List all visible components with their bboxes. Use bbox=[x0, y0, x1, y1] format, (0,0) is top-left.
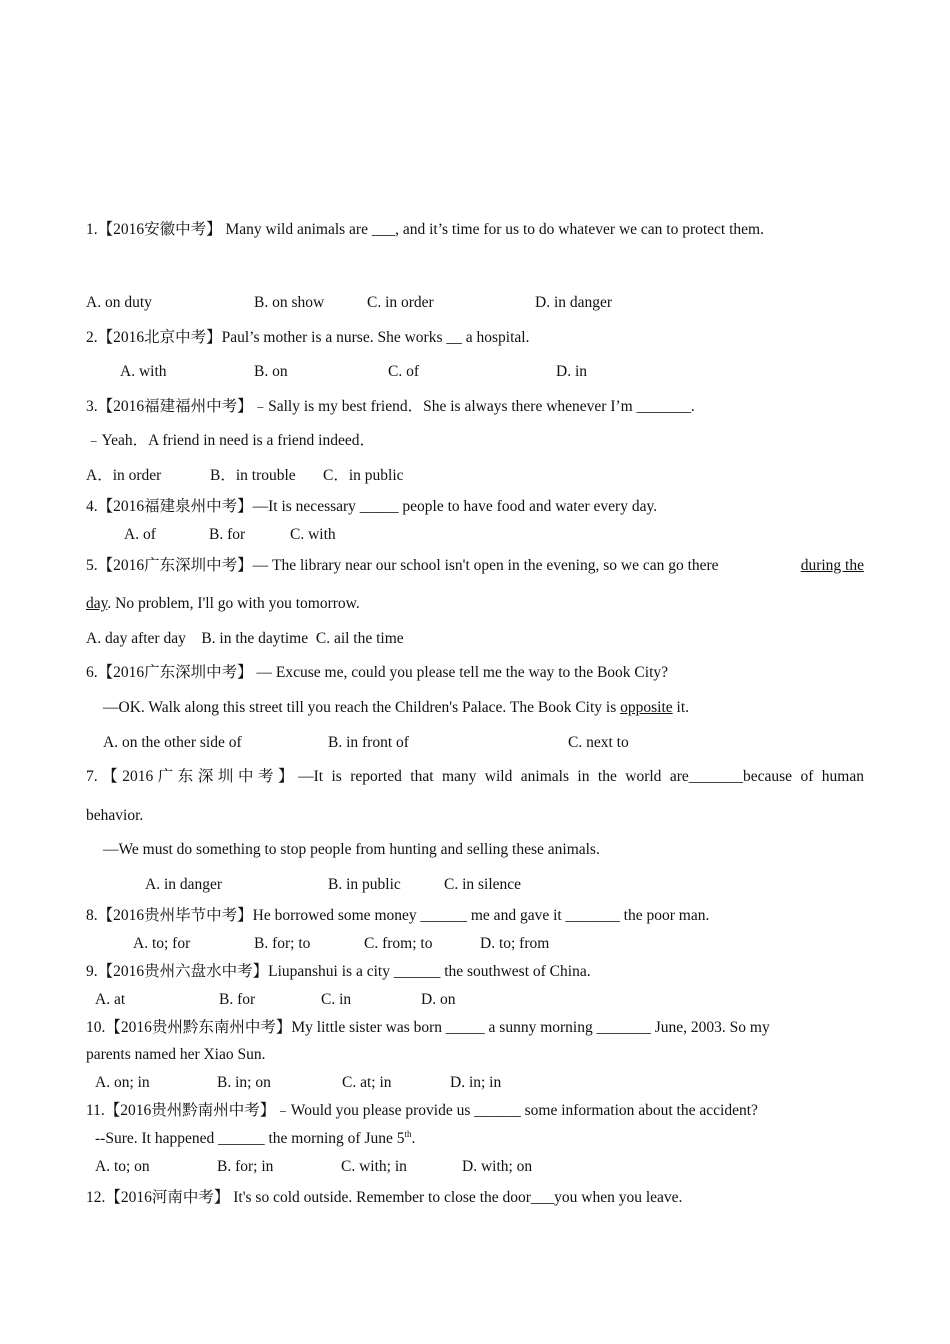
option-c: C. in bbox=[321, 991, 352, 1008]
question-8-stem: 8.【2016贵州毕节中考】He borrowed some money ______ me and gave it _______ the poor man. bbox=[86, 907, 710, 924]
question-7-stem: 7.【2016广东深圳中考】—It is reported that many wild animals in the world are_______because of human bbox=[86, 768, 864, 785]
option-b: B．in trouble bbox=[210, 467, 296, 484]
question-7-stem-continued: behavior. bbox=[86, 807, 144, 824]
ordinal-suffix: th bbox=[404, 1128, 412, 1139]
option-c: C. of bbox=[388, 363, 419, 380]
option-c: C. with; in bbox=[341, 1158, 407, 1175]
question-6-reply-text: —OK. Walk along this street till you reach the Children's Palace. The Book City is bbox=[103, 699, 617, 716]
option-a: A. in danger bbox=[145, 876, 223, 893]
option-b: B. on show bbox=[254, 294, 325, 311]
question-11-reply-text: --Sure. It happened ______ the morning of June 5 bbox=[95, 1130, 405, 1147]
question-11-reply-end: . bbox=[411, 1130, 416, 1147]
option-b: B. for; in bbox=[217, 1158, 274, 1175]
option-c: C. in silence bbox=[444, 876, 522, 893]
question-6-reply bbox=[103, 698, 689, 718]
option-d: D. to; from bbox=[480, 935, 550, 952]
option-a: A. of bbox=[124, 526, 156, 543]
option-a: A. with bbox=[120, 363, 167, 380]
question-5-reply: . No problem, I'll go with you tomorrow. bbox=[107, 595, 360, 612]
option-a: A. to; on bbox=[95, 1158, 150, 1175]
option-c: C. at; in bbox=[342, 1074, 392, 1091]
option-d: D. on bbox=[421, 991, 456, 1008]
question-5-stem-text: 5.【2016广东深圳中考】— The library near our school isn't open in the evening, so we can go there bbox=[86, 557, 719, 574]
option-c: C. from; to bbox=[364, 935, 433, 952]
question-7-reply: —We must do something to stop people from hunting and selling these animals. bbox=[103, 841, 600, 858]
question-1-stem: 1.【2016安徽中考】 Many wild animals are ___, and it’s time for us to do whatever we can to protect them. bbox=[86, 221, 764, 238]
option-a: A. at bbox=[95, 991, 126, 1008]
option-d: D. in bbox=[556, 363, 587, 380]
option-a: A. to; for bbox=[133, 935, 191, 952]
option-a: A. on; in bbox=[95, 1074, 150, 1091]
option-b: B. in front of bbox=[328, 734, 409, 751]
question-11-reply bbox=[95, 1129, 415, 1149]
option-b: B. in public bbox=[328, 876, 401, 893]
question-3-reply: ﹣Yeah．A friend in need is a friend indeed． bbox=[86, 432, 375, 449]
question-5-stem-continued bbox=[86, 594, 360, 614]
option-b: B. on bbox=[254, 363, 288, 380]
question-4-stem: 4.【2016福建泉州中考】—It is necessary _____ people to have food and water every day. bbox=[86, 498, 658, 515]
question-6-reply-end: it. bbox=[672, 699, 690, 716]
question-6-underlined-word: opposite bbox=[620, 699, 673, 716]
option-c: C. with bbox=[290, 526, 336, 543]
option-b: B. for bbox=[209, 526, 246, 543]
option-a: A. on the other side of bbox=[103, 734, 242, 751]
question-12-stem: 12.【2016河南中考】 It's so cold outside. Remember to close the door___you when you leave. bbox=[86, 1189, 683, 1206]
option-c: C. next to bbox=[568, 734, 629, 751]
question-10-stem: 10.【2016贵州黔东南州中考】My little sister was born _____ a sunny morning _______ June, 2003. So my bbox=[86, 1019, 770, 1036]
question-5-underlined-word: day bbox=[86, 595, 108, 612]
option-a: A. on duty bbox=[86, 294, 152, 311]
question-10-stem-continued: parents named her Xiao Sun. bbox=[86, 1046, 266, 1063]
option-b: B. for; to bbox=[254, 935, 311, 952]
question-11-stem: 11.【2016贵州黔南州中考】﹣Would you please provide us ______ some information about the accident? bbox=[86, 1102, 758, 1119]
option-c: C．in public bbox=[323, 467, 404, 484]
question-5-options: A. day after day B. in the daytime C. ail the time bbox=[86, 630, 404, 647]
option-b: B. for bbox=[219, 991, 256, 1008]
option-d: D. with; on bbox=[462, 1158, 533, 1175]
option-d: D. in; in bbox=[450, 1074, 502, 1091]
option-a: A．in order bbox=[86, 467, 162, 484]
question-5-underlined-phrase: during the bbox=[800, 557, 864, 574]
question-5-stem bbox=[86, 556, 864, 576]
question-2-stem: 2.【2016北京中考】Paul’s mother is a nurse. She works __ a hospital. bbox=[86, 329, 530, 346]
option-d: D. in danger bbox=[535, 294, 613, 311]
question-9-stem: 9.【2016贵州六盘水中考】Liupanshui is a city ______ the southwest of China. bbox=[86, 963, 591, 980]
question-3-stem: 3.【2016福建福州中考】﹣Sally is my best friend．She is always there whenever I’m _______. bbox=[86, 398, 695, 415]
question-6-stem: 6.【2016广东深圳中考】 — Excuse me, could you please tell me the way to the Book City? bbox=[86, 664, 669, 681]
option-b: B. in; on bbox=[217, 1074, 271, 1091]
option-c: C. in order bbox=[367, 294, 434, 311]
